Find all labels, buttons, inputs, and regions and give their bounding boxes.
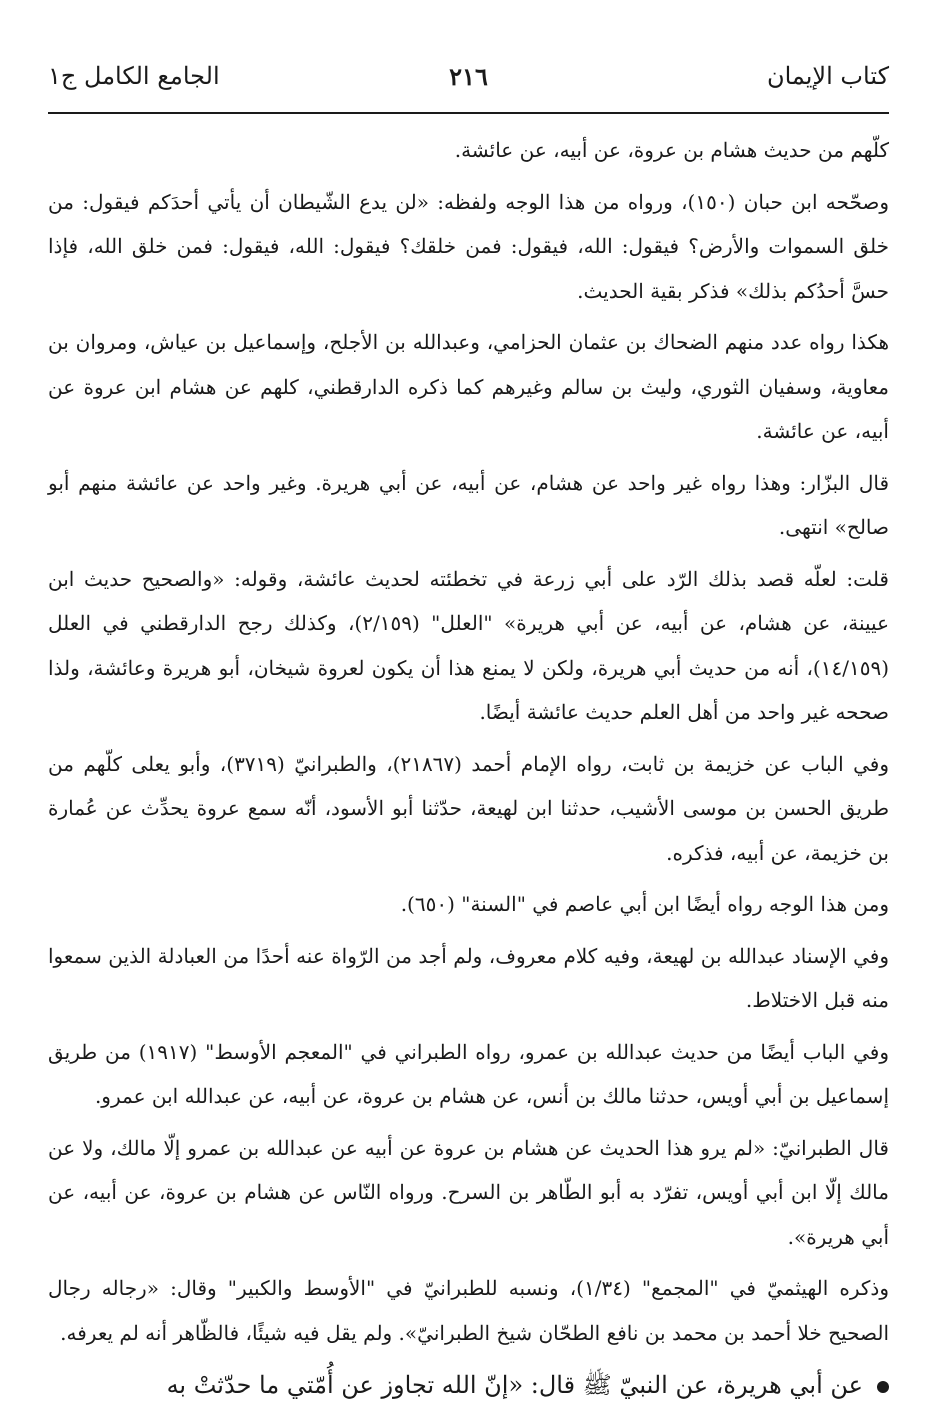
paragraph: قال البزّار: وهذا رواه غير واحد عن هشام، عن أبيه، عن أبي هريرة. وغير واحد عن عائشة منهم أبو صالح» انتهى. — [48, 470, 889, 539]
hadith-line — [48, 1362, 889, 1408]
book-title: كتاب الإيمان — [766, 62, 889, 90]
paragraph: قال الطبرانيّ: «لم يرو هذا الحديث عن هشام بن عروة عن أبيه عن عبدالله بن عمرو إلّا مالك، ولا عن مالك إلّا ابن أبي أويس، تفرّد به أبو الطّاهر بن السرح. ورواه النّاس عن هشام بن عروة، عن أبيه، عن أبي هريرة». — [48, 1135, 889, 1249]
page-header — [48, 62, 889, 106]
page-body — [48, 128, 889, 1415]
page-number: ٢١٦ — [449, 62, 488, 91]
paragraph: كلّهم من حديث هشام بن عروة، عن أبيه، عن عائشة. — [454, 138, 889, 162]
paragraph: وذكره الهيثميّ في "المجمع" (١/٣٤)، ونسبه للطبرانيّ في "الأوسط والكبير" وقال: «رجاله رجال الصحيح خلا أحمد بن محمد بن نافع الطحّان شيخ الطبرانيّ». ولم يقل فيه شيئًا، فالظّاهر أنه لم يعرفه. — [48, 1276, 889, 1345]
paragraph: هكذا رواه عدد منهم الضحاك بن عثمان الحزامي، وعبدالله بن الأجلح، وإسماعيل بن عياش، ومروان بن معاوية، وسفيان الثوري، وليث بن سالم وغيرهم كما ذكره الدارقطني، كلهم عن هشام ابن عروة عن أبيه، عن عائشة. — [48, 330, 889, 443]
paragraph: قلت: لعلّه قصد بذلك الرّد على أبي زرعة في تخطئته لحديث عائشة، وقوله: «والصحيح حديث ابن عيينة، عن هشام، عن أبيه، عن أبي هريرة» "العلل" (٢/١٥٩)، وكذلك رجح الدارقطني في العلل (١٤/١٥٩)، أنه من حديث أبي هريرة، ولكن لا يمنع هذا أن يكون لعروة شيخان، أبو هريرة وعائشة، ولذا صححه غير واحد من أهل العلم حديث عائشة أيضًا. — [48, 566, 889, 724]
header-rule — [48, 112, 889, 114]
bullet-icon — [877, 1381, 889, 1393]
paragraph: وفي الباب أيضًا من حديث عبدالله بن عمرو، رواه الطبراني في "المعجم الأوسط" (١٩١٧) من طريق إسماعيل بن أبي أويس، حدثنا مالك بن أنس، عن هشام بن عروة، عن أبيه، عن عبدالله ابن عمرو. — [48, 1039, 889, 1108]
hadith-text: عن أبي هريرة، عن النبيّ ﷺ قال: «إنّ الله تجاوز عن أُمّتي ما حدّثتْ به — [166, 1371, 863, 1399]
paragraph: ومن هذا الوجه رواه أيضًا ابن أبي عاصم في "السنة" (٦٥٠). — [400, 892, 889, 916]
volume-title: الجامع الكامل ج١ — [48, 62, 220, 90]
paragraph: وفي الباب عن خزيمة بن ثابت، رواه الإمام أحمد (٢١٨٦٧)، والطبرانيّ (٣٧١٩)، وأبو يعلى كلّهم من طريق الحسن بن موسى الأشيب، حدثنا ابن لهيعة، حدّثنا أبو الأسود، أنّه سمع عروة يحدِّث عن عُمارة بن خزيمة، عن أبيه، فذكره. — [48, 751, 889, 865]
paragraph: وصحّحه ابن حبان (١٥٠)، ورواه من هذا الوجه ولفظه: «لن يدع الشّيطان أن يأتي أحدَكم فيقول: من خلق السموات والأرض؟ فيقول: الله، فيقول: فمن خلقك؟ فيقول: الله، فيقول: فمن خلق الله، فإذا حسَّ أحدُكم بذلك» فذكر بقية الحديث. — [48, 189, 889, 303]
paragraph: وفي الإسناد عبدالله بن لهيعة، وفيه كلام معروف، ولم أجد من الرّواة عنه أحدًا من العبادلة الذين سمعوا منه قبل الاختلاط. — [48, 943, 889, 1012]
